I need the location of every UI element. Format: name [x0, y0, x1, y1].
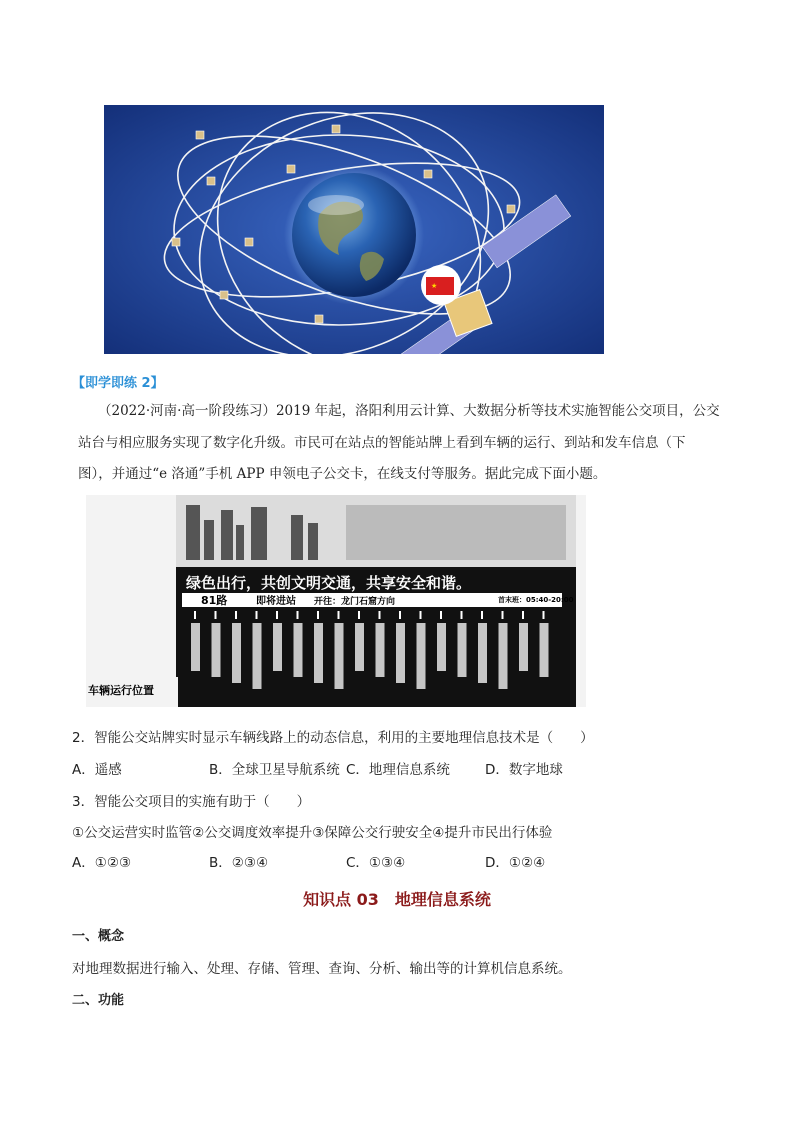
- stop-name-block: [273, 623, 282, 671]
- q2-option-d: D．数字地球: [485, 762, 563, 778]
- q2-option-b: B．全球卫星导航系统: [209, 762, 340, 778]
- q2-option-c: C．地理信息系统: [346, 762, 450, 778]
- stop-name-block: [232, 623, 241, 683]
- stop-name-block: [314, 623, 323, 683]
- stop-marker: [379, 611, 381, 619]
- q3-option-a: A．①②③: [72, 855, 132, 871]
- stop-name-block: [519, 623, 528, 671]
- concept-text: 对地理数据进行输入、处理、存储、管理、查询、分析、输出等的计算机信息系统。: [72, 961, 572, 977]
- arrival-status: 即将进站: [256, 596, 296, 607]
- stop-marker: [256, 611, 258, 619]
- heading-function: 二、功能: [72, 993, 125, 1008]
- question-2-stem: 2．智能公交站牌实时显示车辆线路上的动态信息，利用的主要地理信息技术是（ ）: [72, 730, 594, 746]
- route-direction: 开往：龙门石窟方向: [314, 597, 396, 607]
- stop-name-block: [335, 623, 344, 689]
- service-hours: 首末班：05:40-20:00: [498, 596, 574, 604]
- passage-line-1: （2022·河南·高一阶段练习）2019 年起，洛阳利用云计算、大数据分析等技术实施智能公交项目，公交: [98, 403, 720, 419]
- passage-line-2: 站台与相应服务实现了数字化升级。市民可在站点的智能站牌上看到车辆的运行、到站和发车信息（下: [78, 435, 686, 451]
- stop-name-block: [478, 623, 487, 683]
- passage-line-3: 图），并通过“e 洛通”手机 APP 申领电子公交卡，在线支付等服务。据此完成下面小题。: [78, 466, 607, 482]
- stop-marker: [440, 611, 442, 619]
- question-3-items: ①公交运营实时监管②公交调度效率提升③保障公交行驶安全④提升市民出行体验: [72, 825, 553, 841]
- stop-name-block: [191, 623, 200, 671]
- stop-marker: [235, 611, 237, 619]
- stop-marker: [215, 611, 217, 619]
- stop-name-block: [396, 623, 405, 683]
- stop-name-block: [540, 623, 549, 677]
- stop-name-block: [376, 623, 385, 677]
- slogan-text: 绿色出行，共创文明交通，共享安全和谐。: [186, 574, 472, 592]
- stop-marker: [194, 611, 196, 619]
- stop-marker: [358, 611, 360, 619]
- stop-name-block: [253, 623, 262, 689]
- heading-concept: 一、概念: [72, 929, 125, 944]
- stop-marker: [297, 611, 299, 619]
- bus-stop-sign-photo: [86, 495, 586, 707]
- q3-option-b: B．②③④: [209, 855, 269, 871]
- stop-marker: [276, 611, 278, 619]
- question-3-stem: 3．智能公交项目的实施有助于（ ）: [72, 794, 311, 810]
- stop-name-block: [417, 623, 426, 689]
- vehicle-position-label: 车辆运行位置: [88, 684, 154, 697]
- q3-option-c: C．①③④: [346, 855, 406, 871]
- stop-marker: [420, 611, 422, 619]
- stop-name-block: [437, 623, 446, 671]
- stop-name-block: [294, 623, 303, 677]
- stop-marker: [522, 611, 524, 619]
- stop-marker: [481, 611, 483, 619]
- stop-marker: [461, 611, 463, 619]
- stop-name-block: [499, 623, 508, 689]
- svg-text:★: ★: [431, 282, 438, 290]
- satellite-constellation-figure: [104, 105, 604, 354]
- stop-marker: [502, 611, 504, 619]
- satellite-illustration: [104, 105, 604, 354]
- stop-name-block: [212, 623, 221, 677]
- q3-option-d: D．①②④: [485, 855, 546, 871]
- q2-option-a: A．遥感: [72, 762, 122, 778]
- stop-marker: [338, 611, 340, 619]
- route-number: 81路: [201, 594, 228, 607]
- section-title: 知识点 03 地理信息系统: [303, 890, 491, 909]
- stop-marker: [317, 611, 319, 619]
- stop-name-block: [458, 623, 467, 677]
- stop-marker: [399, 611, 401, 619]
- stop-marker: [543, 611, 545, 619]
- stop-name-block: [355, 623, 364, 671]
- practice-label: 【即学即练 2】: [72, 376, 164, 391]
- bus-sign-illustration: [86, 495, 586, 707]
